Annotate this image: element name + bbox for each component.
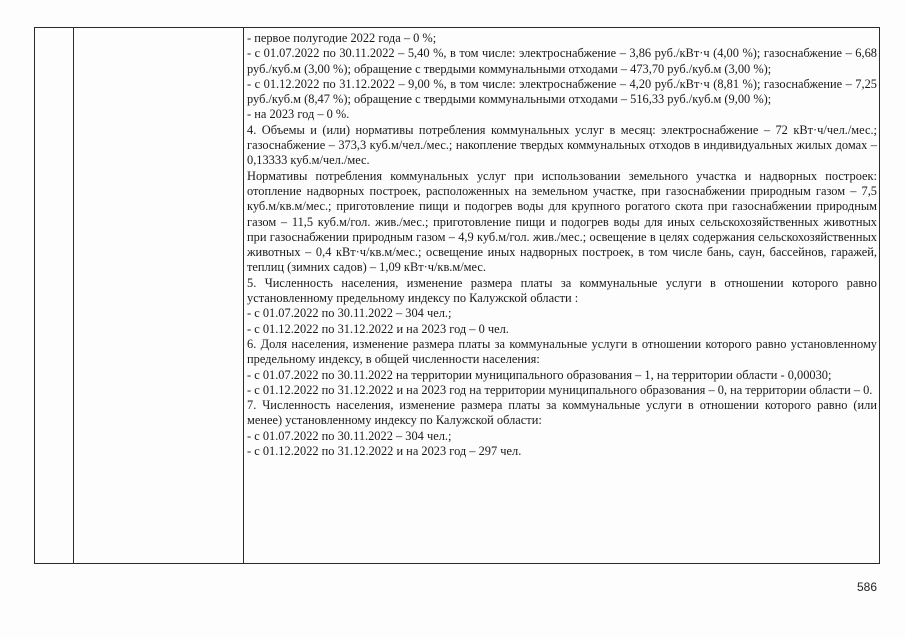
paragraph: - на 2023 год – 0 %. [247, 107, 350, 122]
table-cell-content [247, 31, 877, 459]
paragraph: - с 01.07.2022 по 30.11.2022 – 304 чел.; [247, 428, 452, 443]
paragraph: - первое полугодие 2022 года – 0 %; [247, 31, 437, 45]
paragraph: - с 01.07.2022 по 30.11.2022 – 304 чел.; [247, 306, 452, 321]
paragraph: - с 01.12.2022 по 31.12.2022 и на 2023 год – 0 чел. [247, 321, 509, 336]
table-column-divider [243, 28, 244, 563]
paragraph: 4. Объемы и (или) нормативы потребления коммунальных услуг в месяц: электроснабжение – 72 кВт·ч/чел./мес.; газоснабжение – 373,3 куб.м/чел./мес.; накопление твердых коммунальных отходов в индивидуальных жилых домах – 0,13333 куб.м/чел./мес. [247, 122, 877, 168]
paragraph: - с 01.12.2022 по 31.12.2022 – 9,00 %, в том числе: электроснабжение – 4,20 руб./кВт·ч (8,81 %); газоснабжение – 7,25 руб./куб.м (8,47 %); обращение с твердыми коммунальными отходами – 516,33 руб./куб.м (9,00 %); [247, 76, 877, 107]
paragraph: - с 01.12.2022 по 31.12.2022 и на 2023 год на территории муниципального образования – 0, на территории области – 0. [247, 382, 873, 397]
paragraph: Нормативы потребления коммунальных услуг при использовании земельного участка и надворных построек: отопление надворных построек, расположенных на земельном участке, при газоснабжении природным газом – 7,5 куб.м/кв.м/мес.; приготовление пищи и подогрев воды для крупного рогатого скота при газоснабжении природным газом – 11,5 куб.м/гол. жив./мес.; приготовление пищи и подогрев воды для иных сельскохозяйственных животных при газоснабжении природным газом – 4,9 куб.м/гол. жив./мес.; освещение в целях содержания сельскохозяйственных животных – 0,4 кВт·ч/кв.м/мес.; освещение иных надворных построек, в том числе бань, саун, бассейнов, гаражей, теплиц (зимних садов) – 1,09 кВт·ч/кв.м/мес. [247, 168, 877, 275]
paragraph: - с 01.12.2022 по 31.12.2022 и на 2023 год – 297 чел. [247, 444, 522, 459]
page-number: 586 [856, 580, 877, 594]
paragraph: 5. Численность населения, изменение размера платы за коммунальные услуги в отношении которого равно установленному предельному индексу по Калужской области : [247, 275, 877, 306]
paragraph: 6. Доля населения, изменение размера платы за коммунальные услуги в отношении которого равно установленному предельному индексу, в общей численности населения: [247, 336, 877, 367]
paragraph: - с 01.07.2022 по 30.11.2022 на территории муниципального образования – 1, на территории области - 0,00030; [247, 367, 832, 382]
paragraph: - с 01.07.2022 по 30.11.2022 – 5,40 %, в том числе: электроснабжение – 3,86 руб./кВт·ч (4,00 %); газоснабжение – 6,68 руб./куб.м (3,00 %); обращение с твердыми коммунальными отходами – 473,70 руб./куб.м (3,00 %); [247, 46, 877, 76]
table-column-divider [73, 28, 74, 563]
paragraph: 7. Численность населения, изменение размера платы за коммунальные услуги в отношении которого равно (или менее) установленному индексу по Калужской области: [247, 398, 877, 428]
